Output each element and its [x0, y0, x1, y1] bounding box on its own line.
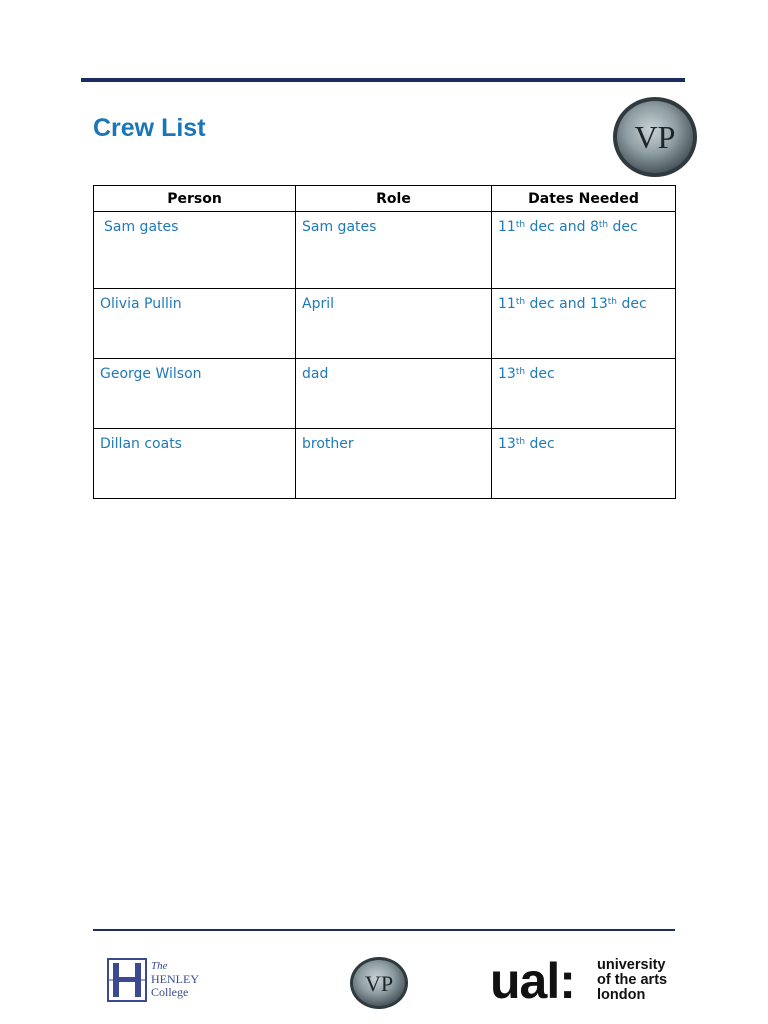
table-row — [94, 289, 676, 359]
cell-person: Dillan coats — [94, 429, 296, 499]
henley-college-logo — [107, 958, 217, 1004]
crew-table — [93, 185, 676, 499]
cell-person: George Wilson — [94, 359, 296, 429]
column-header-dates: Dates Needed — [492, 186, 676, 212]
cell-role: brother — [296, 429, 492, 499]
ual-mark: ual: — [490, 953, 575, 1009]
footer-rule — [93, 929, 675, 931]
cell-role: April — [296, 289, 492, 359]
header-rule — [81, 78, 685, 82]
cell-dates: 13th dec — [492, 359, 676, 429]
ual-line-1: university — [597, 957, 666, 973]
cell-person: Olivia Pullin — [94, 289, 296, 359]
henley-crest-icon — [107, 958, 147, 1002]
cell-dates: 13th dec — [492, 429, 676, 499]
table-row — [94, 212, 676, 289]
table-row — [94, 429, 676, 499]
cell-dates: 11th dec and 8th dec — [492, 212, 676, 289]
ual-line-3: london — [597, 987, 646, 1003]
table-row — [94, 359, 676, 429]
footer-vp-logo-text: VP — [364, 971, 394, 996]
column-header-person: Person — [94, 186, 296, 212]
page-title: Crew List — [93, 114, 206, 142]
ual-logo — [490, 953, 680, 1009]
table-header-row — [94, 186, 676, 212]
column-header-role: Role — [296, 186, 492, 212]
ual-line-2: of the arts — [597, 972, 668, 988]
vp-logo-text: VP — [634, 119, 676, 155]
vp-logo — [612, 96, 698, 178]
cell-role: dad — [296, 359, 492, 429]
henley-college: College — [151, 985, 189, 999]
cell-person: Sam gates — [94, 212, 296, 289]
cell-role: Sam gates — [296, 212, 492, 289]
henley-the: The — [151, 960, 168, 972]
cell-dates: 11th dec and 13th dec — [492, 289, 676, 359]
henley-name: HENLEY — [151, 972, 199, 986]
footer-vp-logo — [349, 956, 409, 1010]
